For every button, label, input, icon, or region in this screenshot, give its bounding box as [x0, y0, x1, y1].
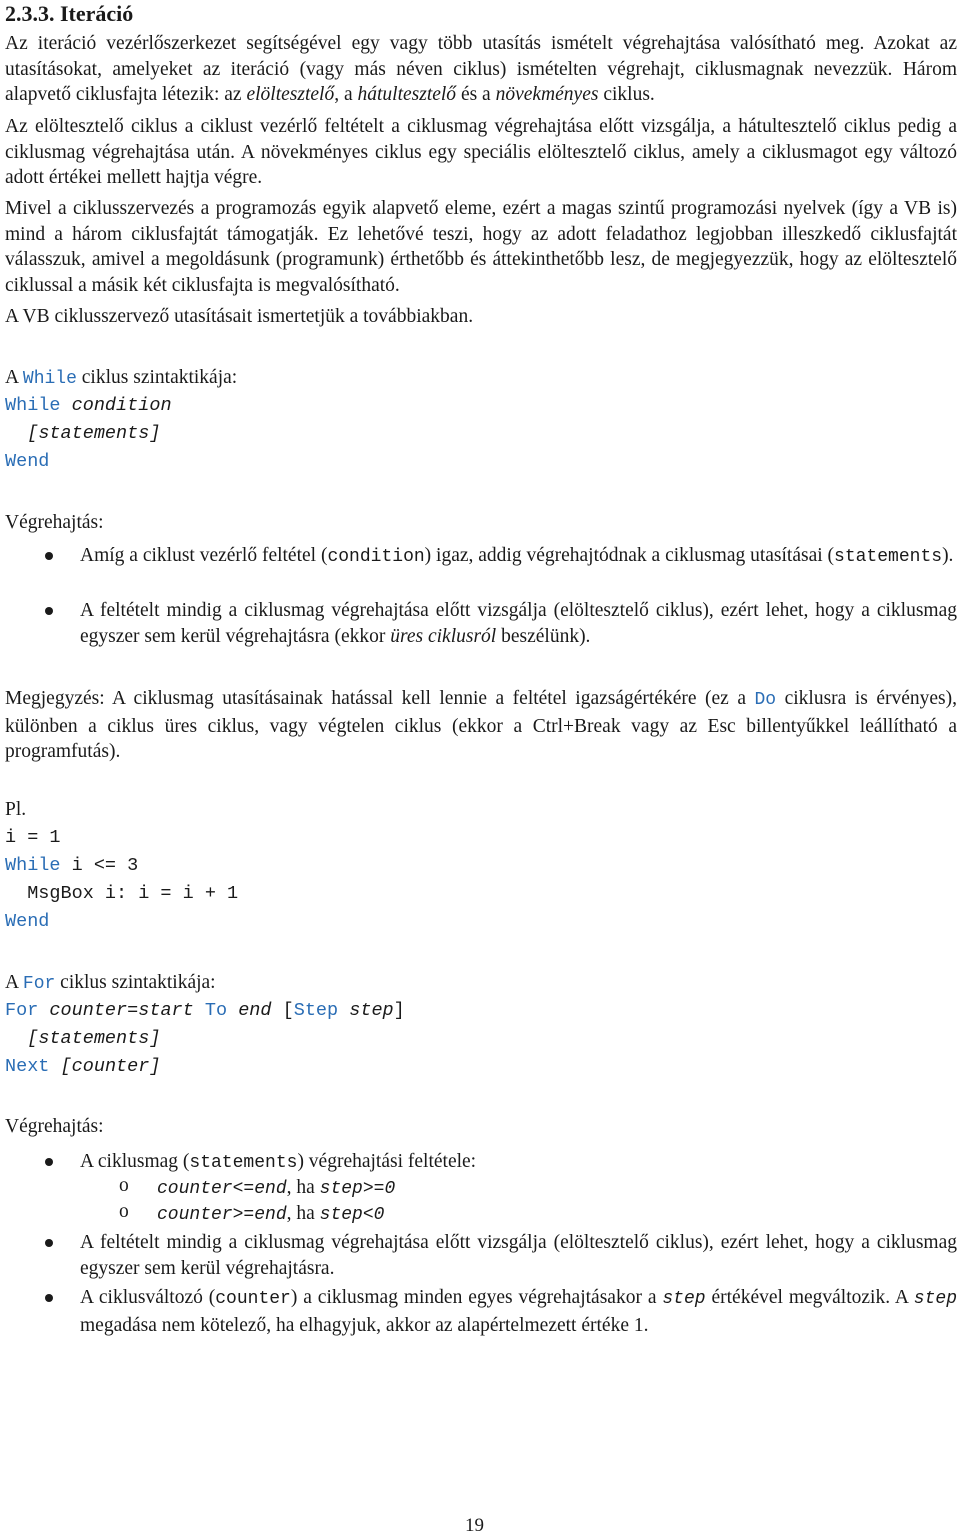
emphasis: üres ciklusról [390, 625, 497, 647]
text: A ciklusváltozó ( [80, 1287, 216, 1308]
text: A [5, 367, 23, 388]
text: A [5, 972, 23, 993]
emphasis: hátultesztelő [357, 84, 457, 105]
keyword: Next [5, 1056, 50, 1077]
code-term: statements [834, 547, 943, 567]
emphasis: növekményes [495, 84, 599, 105]
code-line: MsgBox i: i = i + 1 [5, 883, 239, 904]
note-paragraph [5, 686, 957, 765]
code-term: step<0 [319, 1205, 385, 1225]
keyword: Do [754, 690, 777, 710]
code-term: statements [189, 1153, 298, 1173]
page-number: 19 [465, 1515, 484, 1536]
bullet-text [80, 1149, 957, 1177]
code-term: step>=0 [319, 1179, 396, 1199]
argument: [statements] [27, 423, 161, 444]
text: , ha [286, 1203, 320, 1224]
bullet-icon [45, 1158, 53, 1166]
circle-bullet-icon: o [119, 1175, 129, 1196]
code-term: counter [215, 1289, 291, 1309]
bullet-text: A feltételt mindig a ciklusmag végrehajtása előtt vizsgálja (elöltesztelő ciklus), ezért lehet, hogy a ciklusmag egyszer sem kerül végrehajtásra. [80, 1232, 957, 1279]
bullet-text [80, 543, 957, 571]
bullet-icon [45, 607, 53, 615]
bullet-text [80, 598, 957, 649]
text: ciklus szintaktikája: [76, 367, 238, 388]
text: ciklusra is érvényes), különben a ciklus üres ciklus, vagy végtelen ciklus (ekkor a Ctrl+Break vagy az Esc billentyűkkel leállítható a programfutás). [5, 688, 957, 762]
text: A feltételt mindig a ciklusmag végrehajtása előtt vizsgálja (elöltesztelő ciklus), ezért lehet, hogy a ciklusmag egyszer sem kerül végrehajtásra (ekkor [80, 600, 957, 647]
argument: [statements] [27, 1028, 161, 1049]
code-term: step [662, 1289, 706, 1309]
text: ciklus szintaktikája: [55, 972, 216, 993]
keyword: To [204, 1000, 228, 1021]
example-label: Pl. [5, 799, 27, 820]
while-syntax-intro [5, 365, 957, 393]
keyword: For [5, 1000, 39, 1021]
bullet-icon [45, 1239, 53, 1247]
argument: counter=start [49, 1000, 194, 1021]
example-code [5, 824, 238, 936]
bracket: [ [282, 1000, 294, 1021]
text: ) igaz, addig végrehajtódnak a ciklusmag utasításai ( [424, 545, 835, 566]
text: ). [942, 545, 954, 566]
while-exec-label: Végrehajtás: [5, 512, 104, 533]
bracket: ] [393, 1000, 405, 1021]
text: beszélünk). [496, 625, 591, 647]
vb-support-paragraph: Mivel a ciklusszervezés a programozás egyik alapvető eleme, ezért a magas szintű programozási nyelvek (így a VB is) mind a három ciklusfajtát támogatják. Ez lehetővé teszi, hogy az adott feladathoz legjobban illeszkedő ciklusfajtát válasszuk, amivel a megoldásunk (programunk) érthetőbb és áttekinthetőbb lesz, de megjegyezzük, hogy az elöltesztelő ciklussal a másik két ciklusfajta is megvalósítható. [5, 198, 957, 296]
while-syntax-code [5, 392, 172, 476]
text: megadása nem kötelező, ha elhagyjuk, akkor az alapértelmezett értéke 1. [80, 1314, 649, 1336]
text: ciklus. [598, 84, 655, 105]
code-term: counter<=end [157, 1179, 287, 1199]
emphasis: elöltesztelő [246, 84, 335, 105]
text: értékével megváltozik. A [705, 1287, 914, 1308]
intro-paragraph [5, 31, 957, 108]
keyword: For [22, 974, 56, 994]
bullet-icon [45, 552, 53, 560]
text: Amíg a ciklust vezérlő feltétel ( [80, 545, 328, 566]
for-syntax-code [5, 997, 405, 1081]
argument: condition [71, 395, 172, 416]
keyword: Wend [5, 451, 50, 472]
code-line: i <= 3 [60, 855, 139, 876]
sub-bullet-text [157, 1175, 395, 1203]
keyword: Wend [5, 911, 50, 932]
text: , a [334, 84, 358, 105]
text: A ciklusmag ( [80, 1151, 190, 1172]
sub-bullet-text [157, 1201, 384, 1229]
bullet-icon [45, 1294, 53, 1302]
text: Megjegyzés: A ciklusmag utasításainak hatással kell lennie a feltétel igazságértékére (ez a [5, 688, 755, 709]
code-term: step [913, 1289, 958, 1309]
text: és a [456, 84, 496, 105]
for-syntax-intro [5, 970, 957, 998]
keyword: While [22, 369, 77, 389]
argument: step [349, 1000, 394, 1021]
for-exec-label: Végrehajtás: [5, 1116, 104, 1137]
vb-intro-paragraph: A VB ciklusszervező utasításait ismertetjük a továbbiakban. [5, 306, 474, 327]
circle-bullet-icon: o [119, 1201, 129, 1222]
code-term: counter>=end [157, 1205, 287, 1225]
text: ) végrehajtási feltétele: [297, 1151, 477, 1172]
argument: [counter] [60, 1056, 161, 1077]
bullet-text [80, 1285, 957, 1338]
text: Az iteráció vezérlőszerkezet segítségével egy vagy több utasítás ismételt végrehajtása valósítható meg. Azokat az utasításokat, amelyeket az iteráció (vagy más néven ciklus) ismételten végrehajt, ciklusmagnak nevezzük. Három alapvető ciklusfajta létezik: az [5, 33, 957, 105]
code-term: condition [327, 547, 425, 567]
section-heading: 2.3.3. Iteráció [5, 1, 134, 26]
keyword: Step [293, 1000, 339, 1021]
text: ) a ciklusmag minden egyes végrehajtásakor a [290, 1287, 663, 1308]
loop-types-paragraph: Az elöltesztelő ciklus a ciklust vezérlő feltételt a ciklusmag végrehajtása előtt vizsgálja, a hátultesztelő ciklus pedig a ciklusmag végrehajtása után. A növekményes ciklus egy speciális elöltesztelő ciklus, amely a ciklusmagot egy változó adott értékei mellett hajtja végre. [5, 116, 957, 188]
code-line: i = 1 [5, 827, 61, 848]
argument: end [238, 1000, 272, 1021]
keyword: While [5, 855, 61, 876]
keyword: While [5, 395, 61, 416]
text: , ha [286, 1177, 320, 1198]
